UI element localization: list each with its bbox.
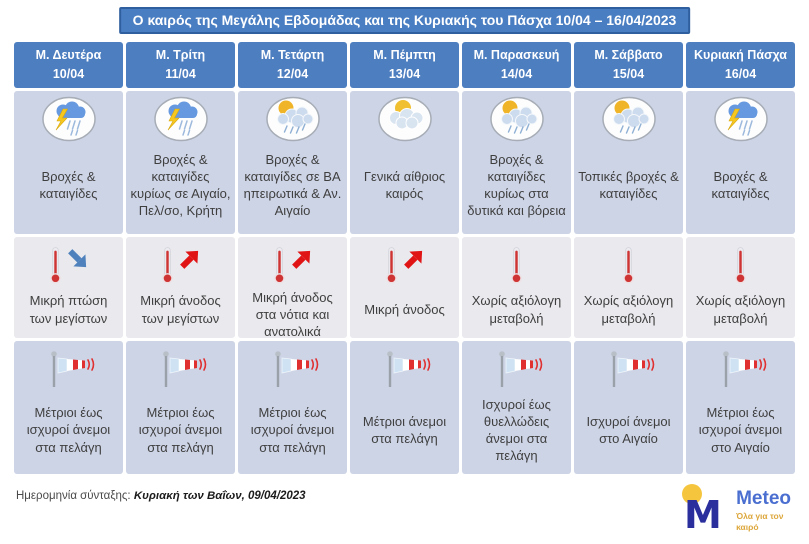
wind-text: Μέτριοι έως ισχυροί άνεμοι στα πελάγη	[250, 405, 335, 455]
temperature-text: Χωρίς αξιόλογη μεταβολή	[471, 293, 562, 326]
day-header	[686, 42, 795, 88]
temperature-cell	[14, 237, 123, 338]
compilation-date	[16, 490, 306, 502]
arrow-up-icon	[401, 246, 427, 276]
thermometer-icon	[732, 245, 749, 291]
sun-cloud-rain-icon	[265, 96, 321, 142]
wind-cell	[126, 341, 235, 474]
windsock-icon	[263, 348, 323, 392]
wind-row	[14, 341, 795, 474]
temperature-icons	[508, 245, 525, 287]
day-date: 13/04	[388, 67, 421, 81]
temperature-icons	[383, 245, 427, 287]
weather-cell	[126, 91, 235, 234]
thermometer-icon	[271, 245, 288, 291]
wind-text: Μέτριοι έως ισχυροί άνεμοι στα πελάγη	[138, 405, 223, 455]
windsock-icon	[487, 348, 547, 392]
temperature-cell	[462, 237, 571, 338]
compilation-date-value: Κυριακή των Βαΐων, 09/04/2023	[133, 490, 306, 502]
wind-cell	[574, 341, 683, 474]
thermometer-icon	[159, 245, 176, 291]
weather-cell	[686, 91, 795, 234]
day-name: Μ. Σάββατο	[594, 48, 663, 63]
day-name: Μ. Δευτέρα	[35, 48, 102, 63]
weather-cell	[574, 91, 683, 234]
weather-text: Βροχές & καταιγίδες σε ΒΑ ηπειρωτικά & Αν. Αιγαίο	[243, 151, 342, 219]
forecast-table	[14, 42, 795, 477]
windsock-icon	[151, 348, 211, 392]
storm-icon	[713, 96, 769, 142]
temperature-cell	[350, 237, 459, 338]
temperature-icons	[620, 245, 637, 287]
day-header	[126, 42, 235, 88]
weather-text: Βροχές & καταιγίδες	[711, 168, 770, 201]
temperature-cell	[686, 237, 795, 338]
wind-cell	[462, 341, 571, 474]
weather-text: Γενικά αίθριος καιρός	[363, 168, 446, 201]
meteo-logo	[680, 483, 791, 536]
thermometer-icon	[620, 245, 637, 291]
temperature-cell	[574, 237, 683, 338]
windsock-icon	[711, 348, 771, 392]
arrow-up-icon	[177, 246, 203, 276]
wind-text: Ισχυροί έως θυελλώδεις άνεμοι στα πελάγη	[482, 396, 551, 464]
wind-cell	[14, 341, 123, 474]
arrow-up-icon	[289, 246, 315, 276]
thermometer-icon	[47, 245, 64, 291]
temperature-text: Μικρή πτώση των μεγίστων	[29, 293, 108, 326]
weather-text: Βροχές & καταιγίδες κυρίως στα δυτικά και βόρεια	[467, 151, 566, 219]
weather-cell	[14, 91, 123, 234]
wind-cell	[350, 341, 459, 474]
wind-cell	[686, 341, 795, 474]
arrow-down-icon	[65, 246, 91, 276]
meteo-logo-text	[736, 489, 791, 533]
day-header-row	[14, 42, 795, 88]
day-name: Μ. Πέμπτη	[373, 48, 436, 63]
sun-cloud-rain-icon	[601, 96, 657, 142]
day-header	[14, 42, 123, 88]
temperature-icons	[732, 245, 749, 287]
day-date: 12/04	[276, 67, 309, 81]
temperature-text: Χωρίς αξιόλογη μεταβολή	[583, 293, 674, 326]
weather-cell	[238, 91, 347, 234]
day-date: 15/04	[612, 67, 645, 81]
day-name: Μ. Τετάρτη	[260, 48, 325, 63]
wind-text: Μέτριοι έως ισχυροί άνεμοι στα πελάγη	[26, 405, 111, 455]
day-name: Μ. Τρίτη	[155, 48, 206, 63]
temperature-icons	[47, 245, 91, 287]
wind-cell	[238, 341, 347, 474]
weather-row	[14, 91, 795, 234]
temperature-icons	[271, 245, 315, 287]
weather-cell	[462, 91, 571, 234]
weather-text: Τοπικές βροχές & καταιγίδες	[578, 168, 679, 201]
wind-text: Μέτριοι άνεμοι στα πελάγη	[362, 413, 447, 446]
weather-text: Βροχές & καταιγίδες κυρίως σε Αιγαίο, Πελ/σο, Κρήτη	[130, 151, 231, 219]
temperature-row	[14, 237, 795, 338]
temperature-text: Μικρή άνοδος στα νότια και ανατολικά	[252, 290, 333, 340]
windsock-icon	[599, 348, 659, 392]
thermometer-icon	[383, 245, 400, 291]
day-header	[574, 42, 683, 88]
temperature-text: Χωρίς αξιόλογη μεταβολή	[695, 293, 786, 326]
sun-cloud-rain-icon	[489, 96, 545, 142]
temperature-cell	[238, 237, 347, 338]
day-date: 14/04	[500, 67, 533, 81]
wind-text: Μέτριοι έως ισχυροί άνεμοι στο Αιγαίο	[698, 405, 783, 455]
page-title-text: Ο καιρός της Μεγάλης Εβδομάδας και της Κυριακής του Πάσχα 10/04 – 16/04/2023	[132, 12, 677, 28]
temperature-cell	[126, 237, 235, 338]
svg-text:M: M	[684, 493, 722, 531]
meteo-brand: Meteo	[736, 488, 791, 509]
temperature-text: Μικρή άνοδος των μεγίστων	[140, 293, 221, 326]
thermometer-icon	[508, 245, 525, 291]
meteo-tagline: Όλα για τον καιρό	[736, 510, 784, 532]
day-date: 10/04	[52, 67, 85, 81]
temperature-text: Μικρή άνοδος	[364, 301, 445, 317]
windsock-icon	[375, 348, 435, 392]
day-date: 16/04	[724, 67, 757, 81]
page-title	[119, 7, 691, 34]
wind-text: Ισχυροί άνεμοι στο Αιγαίο	[586, 413, 671, 446]
storm-icon	[41, 96, 97, 142]
compilation-date-label: Ημερομηνία σύνταξης:	[16, 490, 131, 502]
day-name: Μ. Παρασκευή	[473, 48, 560, 63]
weather-text: Βροχές & καταιγίδες	[39, 168, 98, 201]
day-header	[350, 42, 459, 88]
day-header	[238, 42, 347, 88]
meteo-m-icon	[680, 483, 732, 536]
weather-cell	[350, 91, 459, 234]
day-header	[462, 42, 571, 88]
day-date: 11/04	[165, 67, 196, 81]
day-name: Κυριακή Πάσχα	[694, 48, 787, 63]
temperature-icons	[159, 245, 203, 287]
partly-sunny-icon	[377, 96, 433, 142]
storm-icon	[153, 96, 209, 142]
windsock-icon	[39, 348, 99, 392]
